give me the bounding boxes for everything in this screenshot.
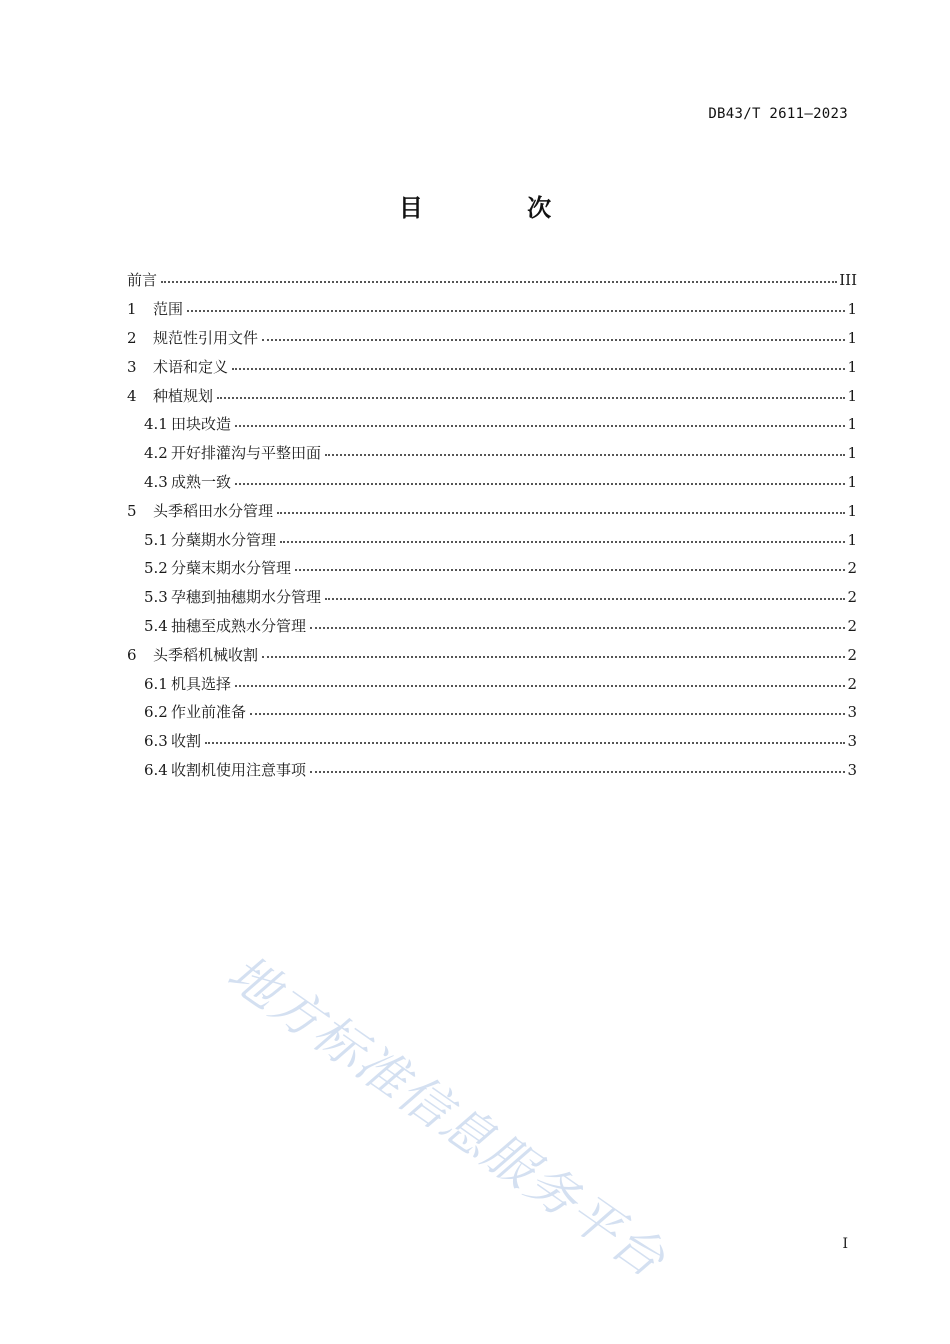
toc-entry[interactable] (127, 496, 857, 525)
toc-entry-label: 前言 (127, 271, 158, 290)
toc-entry-page: 1 (847, 501, 857, 520)
toc-dot-leader (217, 383, 845, 399)
toc-entry-number: 6.1 (144, 674, 168, 693)
watermark: 地方标准信息服务平台 (217, 943, 677, 1290)
toc-entry-number: 4 (127, 386, 137, 405)
toc-entry-number: 4.2 (144, 444, 168, 463)
page-number: I (842, 1236, 848, 1252)
page-title: 目 次 (398, 194, 600, 222)
toc-entry-label: 头季稻机械收割 (153, 645, 259, 664)
toc-entry[interactable] (127, 295, 857, 324)
toc-entry[interactable] (127, 468, 857, 497)
toc-entry-number: 4.3 (144, 472, 168, 491)
toc-dot-leader (232, 354, 845, 370)
toc-entry-page: 2 (847, 645, 857, 664)
toc-entry-page: 3 (847, 732, 857, 751)
toc-entry-page: 1 (847, 300, 857, 319)
toc-entry-label: 抽穗至成熟水分管理 (171, 616, 307, 635)
toc-dot-leader (325, 440, 845, 456)
toc-entry[interactable] (127, 640, 857, 669)
toc-entry-label: 孕穗到抽穗期水分管理 (171, 588, 322, 607)
toc-entry-page: 2 (847, 588, 857, 607)
toc-dot-leader (325, 584, 845, 600)
toc-entry-number: 4.1 (144, 415, 168, 434)
toc-entry-number: 5.3 (144, 588, 168, 607)
toc-dot-leader (310, 613, 845, 629)
toc-dot-leader (235, 469, 845, 485)
table-of-contents (127, 266, 857, 784)
toc-entry[interactable] (127, 554, 857, 583)
toc-entry-number: 1 (127, 300, 137, 319)
toc-entry[interactable] (127, 698, 857, 727)
toc-entry-page: 1 (847, 328, 857, 347)
toc-entry-number: 5.2 (144, 559, 168, 578)
toc-entry-number: 6.2 (144, 703, 168, 722)
toc-entry-page: 1 (847, 472, 857, 491)
toc-entry-page: 3 (847, 703, 857, 722)
toc-entry-page: III (839, 271, 857, 290)
toc-dot-leader (235, 671, 845, 687)
toc-entry-label: 田块改造 (171, 415, 232, 434)
toc-entry-page: 3 (847, 760, 857, 779)
toc-entry-number: 3 (127, 357, 137, 376)
toc-entry-label: 成熟一致 (171, 472, 232, 491)
toc-entry-label: 收割 (171, 732, 202, 751)
toc-entry-page: 2 (847, 559, 857, 578)
toc-entry-number: 5.4 (144, 616, 168, 635)
toc-entry-label: 分蘖末期水分管理 (171, 559, 292, 578)
toc-dot-leader (161, 267, 837, 283)
toc-entry-page: 2 (847, 674, 857, 693)
toc-entry-label: 收割机使用注意事项 (171, 760, 307, 779)
toc-entry-number: 6.4 (144, 760, 168, 779)
toc-entry[interactable] (127, 324, 857, 353)
toc-entry-label: 作业前准备 (171, 703, 247, 722)
toc-entry-page: 1 (847, 386, 857, 405)
toc-dot-leader (310, 757, 845, 773)
toc-dot-leader (262, 642, 845, 658)
toc-dot-leader (187, 296, 845, 312)
toc-entry[interactable] (127, 266, 857, 295)
toc-entry[interactable] (127, 410, 857, 439)
toc-entry-label: 头季稻田水分管理 (153, 501, 274, 520)
toc-entry[interactable] (127, 352, 857, 381)
toc-entry[interactable] (127, 525, 857, 554)
toc-entry[interactable] (127, 669, 857, 698)
toc-entry[interactable] (127, 381, 857, 410)
toc-dot-leader (250, 699, 845, 715)
toc-entry-number: 6 (127, 645, 137, 664)
toc-entry-label: 术语和定义 (153, 357, 229, 376)
toc-entry-number: 2 (127, 328, 137, 347)
toc-entry-page: 1 (847, 530, 857, 549)
toc-entry-page: 1 (847, 357, 857, 376)
toc-entry-page: 1 (847, 444, 857, 463)
toc-entry-number: 5.1 (144, 530, 168, 549)
toc-dot-leader (280, 527, 845, 543)
toc-dot-leader (277, 498, 845, 514)
toc-entry-label: 范围 (153, 300, 184, 319)
toc-entry-number: 6.3 (144, 732, 168, 751)
toc-entry-page: 2 (847, 616, 857, 635)
document-code: DB43/T 2611—2023 (708, 106, 848, 122)
toc-entry-label: 开好排灌沟与平整田面 (171, 444, 322, 463)
toc-entry-label: 种植规划 (153, 386, 214, 405)
toc-entry-label: 规范性引用文件 (153, 328, 259, 347)
toc-entry[interactable] (127, 612, 857, 641)
toc-entry-label: 分蘖期水分管理 (171, 530, 277, 549)
toc-entry[interactable] (127, 727, 857, 756)
toc-dot-leader (205, 728, 845, 744)
toc-entry[interactable] (127, 439, 857, 468)
toc-dot-leader (262, 325, 845, 341)
toc-entry-number: 5 (127, 501, 137, 520)
toc-entry-label: 机具选择 (171, 674, 232, 693)
toc-dot-leader (295, 555, 845, 571)
toc-dot-leader (235, 411, 845, 427)
toc-entry-page: 1 (847, 415, 857, 434)
toc-entry[interactable] (127, 756, 857, 785)
toc-entry[interactable] (127, 583, 857, 612)
